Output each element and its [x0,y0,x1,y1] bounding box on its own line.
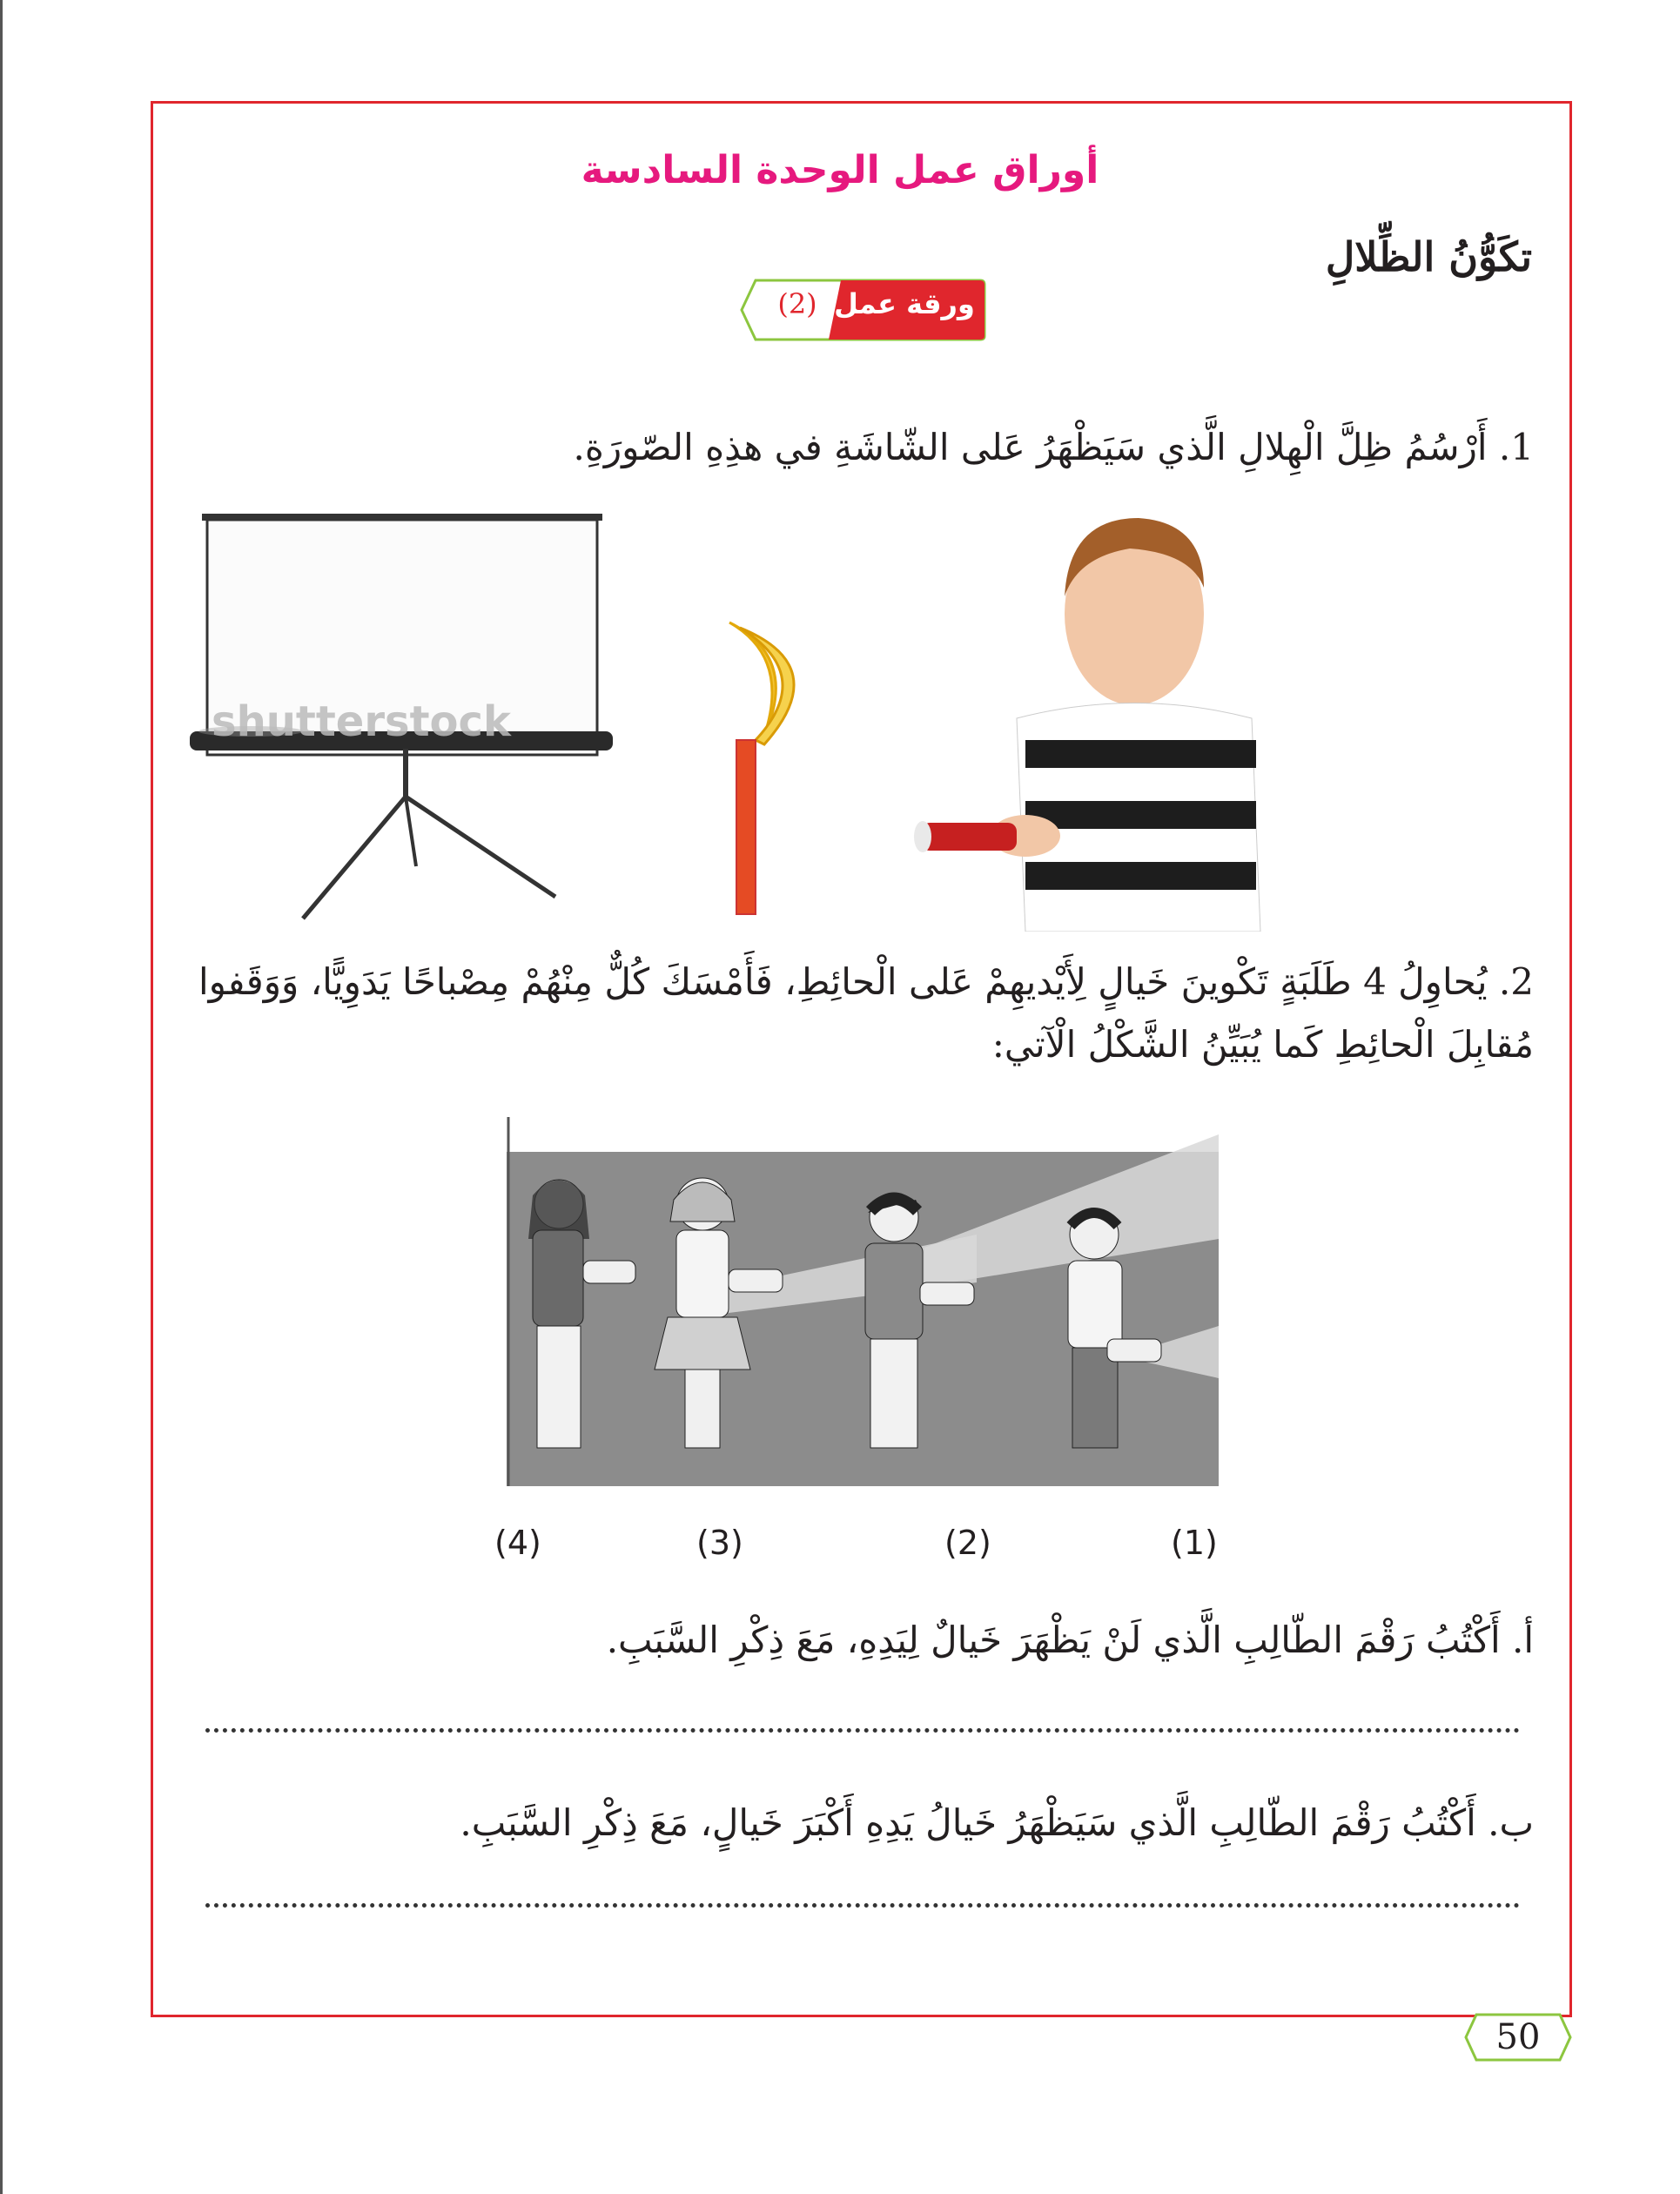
lesson-title: تكَوُّنُ الظِّلالِ [1325,233,1532,280]
figure-screen-crescent-boy [190,501,1530,932]
worksheet-number: (2) [777,287,817,320]
unit-title: أوراق عمل الوحدة السادسة [581,148,1099,192]
question-a: أ. أَكْتُبُ رَقْمَ الطّالِبِ الَّذي لَنْ يَظْهَرَ خَيالٌ لِيَدِهِ، مَعَ ذِكْرِ السَّبَبِ. [606,1619,1534,1661]
student-label-4: (4) [494,1524,541,1562]
question-b: ب. أَكْتُبُ رَقْمَ الطّالِبِ الَّذي سَيَظْهَرُ خَيالُ يَدِهِ أَكْبَرَ خَيالٍ، مَعَ ذِكْرِ السَّبَبِ. [460,1801,1534,1844]
figure-four-students [507,1117,1219,1486]
page-number: 50 [1495,2017,1541,2057]
page-edge-line [0,0,3,2194]
question-2: 2. يُحاوِلُ 4 طَلَبَةٍ تَكْوينَ خَيالٍ لِأَيْديهِمْ عَلى الْحائِطِ، فَأَمْسَكَ كُلٌّ مِنْهُمْ مِصْباحًا يَدَوِيًّا، وَوَقَفوا مُقابِلَ الْحائِطِ كَما يُبَيِّنُ الشَّكْلُ الْآتي: [198,960,1534,1066]
question-1: 1. أَرْسُمُ ظِلَّ الْهِلالِ الَّذي سَيَظْهَرُ عَلى الشّاشَةِ في هذِهِ الصّورَةِ. [573,426,1534,468]
answer-line-b[interactable] [205,1903,1520,1908]
boy-with-flashlight-illustration [914,518,1260,932]
crescent-on-stick-illustration [729,623,794,914]
worksheet-label: ورقة عمل [834,287,975,320]
student-label-1: (1) [1171,1524,1218,1562]
answer-line-a[interactable] [205,1728,1520,1733]
watermark-text: shutterstock [212,697,511,746]
student-label-3: (3) [696,1524,743,1562]
student-label-2: (2) [944,1524,991,1562]
